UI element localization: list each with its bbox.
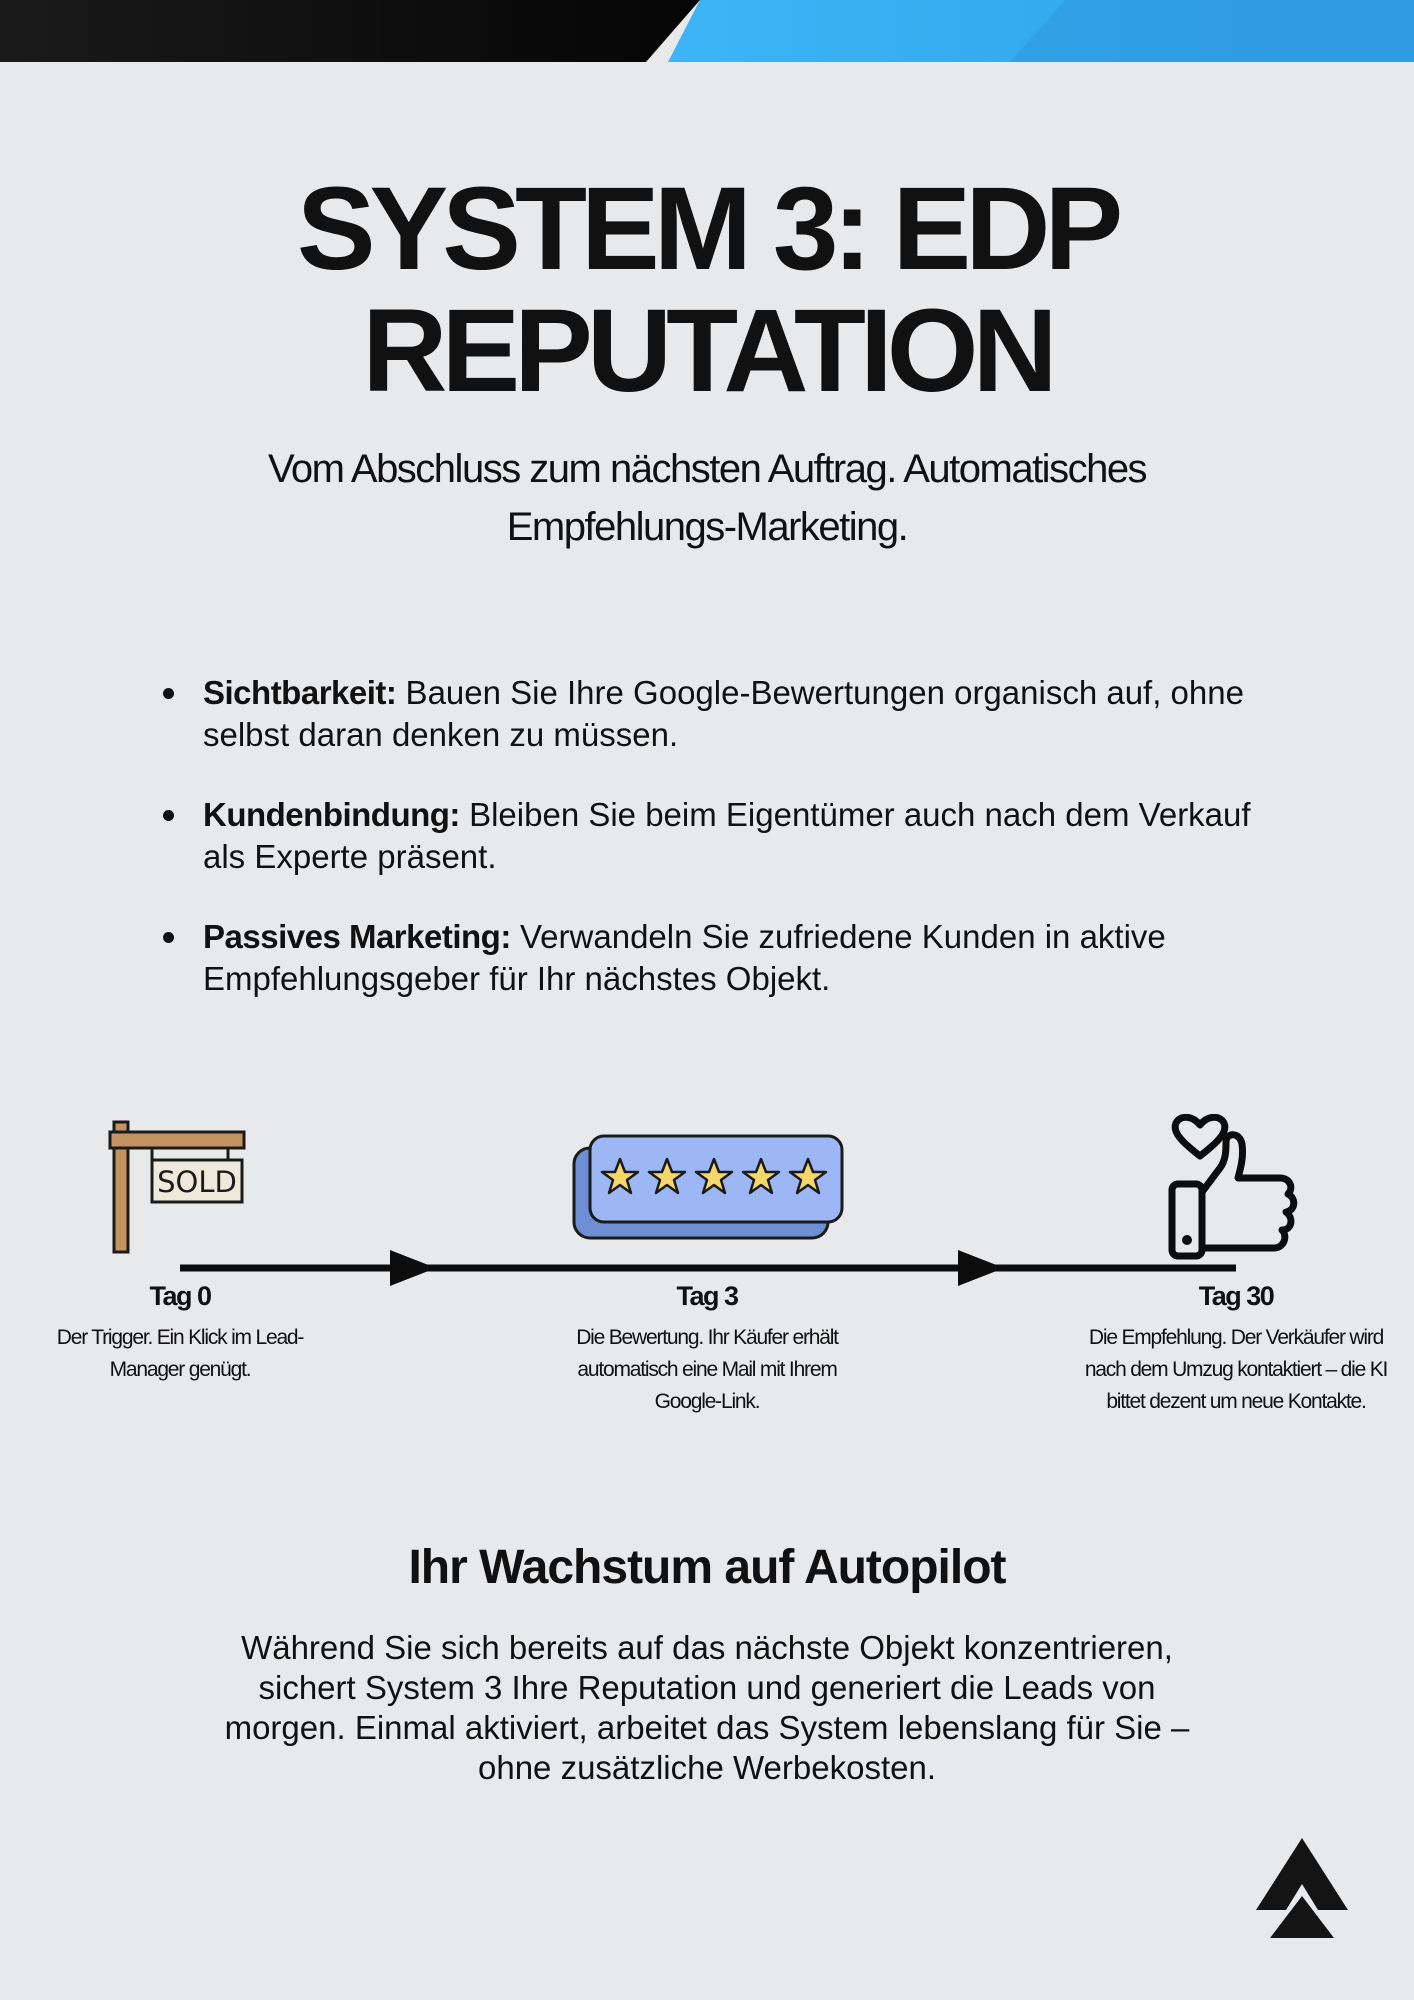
page-title xyxy=(0,163,1414,417)
bullet-label: Kundenbindung: xyxy=(203,796,460,833)
bullet-item-passive-marketing xyxy=(160,916,1260,1000)
timeline-step-day-3 xyxy=(547,1280,867,1418)
bullet-text: Bleiben Sie beim Eigentümer auch nach dem Verkauf als Experte präsent. xyxy=(203,796,1251,875)
timeline-step-day-0 xyxy=(40,1280,320,1386)
bullet-item-visibility xyxy=(160,672,1260,756)
timeline xyxy=(0,1100,1414,1430)
title-line-1: SYSTEM 3: EDP xyxy=(296,163,1118,295)
bullet-dot-icon xyxy=(163,932,174,943)
top-decorative-bar xyxy=(0,0,1414,62)
arrow-head-icon xyxy=(958,1250,1004,1286)
step-description: Der Trigger. Ein Klick im Lead-Manager genügt. xyxy=(56,1326,304,1381)
growth-heading: Ihr Wachstum auf Autopilot xyxy=(408,1541,1006,1594)
step-tag: Tag 0 xyxy=(149,1281,211,1311)
subtitle: Vom Abschluss zum nächsten Auftrag. Automatisches Empfehlungs-Marketing. xyxy=(267,447,1147,549)
arrow-head-icon xyxy=(390,1250,436,1286)
title-line-2: REPUTATION xyxy=(362,285,1052,417)
sold-sign-label: SOLD xyxy=(157,1165,237,1199)
step-tag: Tag 3 xyxy=(676,1281,738,1311)
bullet-label: Passives Marketing: xyxy=(203,918,511,955)
brand-logo-icon xyxy=(1256,1838,1348,1943)
five-star-rating-icon xyxy=(570,1132,846,1249)
thumbs-up-heart-icon xyxy=(1168,1114,1302,1265)
timeline-step-day-30 xyxy=(1068,1280,1404,1418)
step-description: Die Empfehlung. Der Verkäufer wird nach dem Umzug kontaktiert – die KI bittet dezent um neue Kontakte. xyxy=(1084,1326,1388,1413)
benefits-list xyxy=(160,672,1260,1038)
step-tag: Tag 30 xyxy=(1198,1281,1274,1311)
bullet-dot-icon xyxy=(163,810,174,821)
bullet-label: Sichtbarkeit: xyxy=(203,674,397,711)
bullet-text: Bauen Sie Ihre Google-Bewertungen organisch auf, ohne selbst daran denken zu müssen. xyxy=(203,674,1244,753)
growth-paragraph: Während Sie sich bereits auf das nächste Objekt konzentrieren, sichert System 3 Ihre Reputation und generiert die Leads von morgen. Einmal aktiviert, arbeitet das System lebenslang für Sie – ohne zusätzliche Werbekosten. xyxy=(224,1629,1190,1786)
bullet-dot-icon xyxy=(163,688,174,699)
bullet-item-retention xyxy=(160,794,1260,878)
sold-sign-icon xyxy=(108,1118,248,1263)
step-description: Die Bewertung. Ihr Käufer erhält automatisch eine Mail mit Ihrem Google-Link. xyxy=(576,1326,838,1413)
bullet-text: Verwandeln Sie zufriedene Kunden in aktive Empfehlungsgeber für Ihr nächstes Objekt. xyxy=(203,918,1166,997)
